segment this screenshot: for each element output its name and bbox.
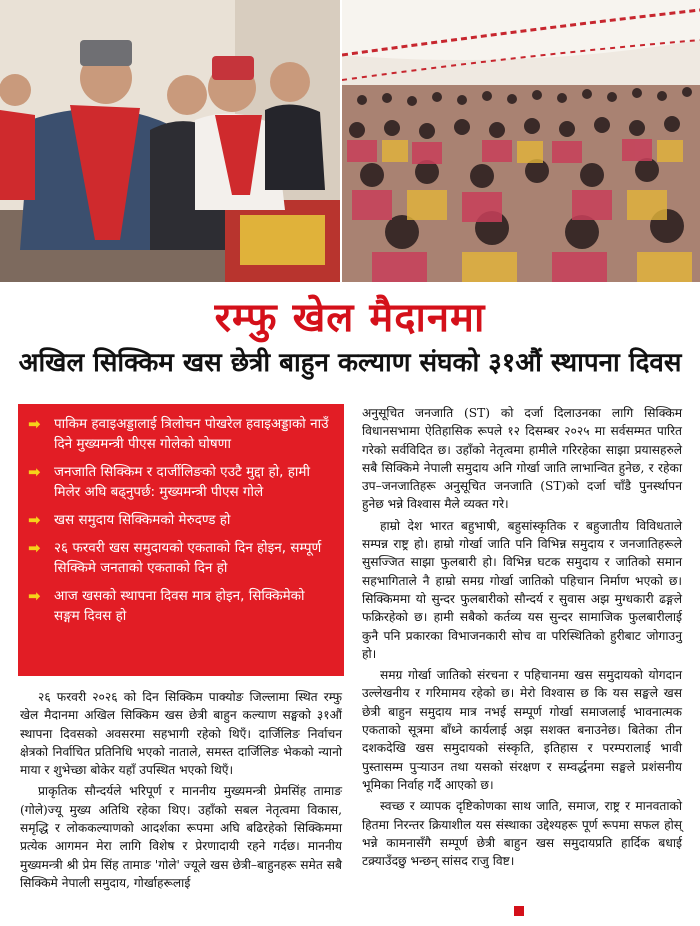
highlight-item: [28, 462, 334, 502]
highlight-item: [28, 586, 334, 626]
article-column-right: [362, 404, 682, 870]
article-paragraph: प्राकृतिक सौन्दर्यले भरिपूर्ण र माननीय मुख्यमन्त्री प्रेमसिंह तामाङ (गोले)ज्यू मुख्य अतिथि रहेका थिए। उहाँको सबल नेतृत्वमा विकास, समृद्धि र लोककल्याणको आदर्शका रूपमा अघि बढिरहेको सिक्किममा प्रत्येक आगमन मेरा लागि विशेष र प्रेरणादायी रहने गर्दछ। माननीय मुख्यमन्त्री श्री प्रेम सिंह तामाङ 'गोले' ज्यूले खस छेत्री–बाहुनहरू समेत सबै सिक्किमे नेपाली समुदाय, गोर्खाहरूलाई: [20, 784, 342, 890]
arrow-right-icon: ➡: [28, 539, 41, 557]
arrow-right-icon: ➡: [28, 587, 41, 605]
dignitaries-photo-illustration: [0, 0, 340, 282]
article-paragraph: समग्र गोर्खा जातिको संरचना र पहिचानमा खस समुदायको योगदान उल्लेखनीय र गरिमामय रहेको छ। मेरो विश्वास छ कि यस सङ्घले खस छेत्री बाहुन समुदाय मात्र नभई सम्पूर्ण गोर्खा समाजलाई भावनात्मक एकताको सूत्रमा बाँध्ने कार्यलाई अझ सशक्त बनाउनेछ। बितेका तीन दशकदेखि खस समुदायको संस्कृति, इतिहास र परम्परालाई भावी पुस्तासम्म पुऱ्याउन तथा यसको संरक्षण र सम्वर्द्धनमा सङ्घले प्रशंसनीय भूमिका निर्वाह गर्दै आएको छ।: [362, 668, 682, 792]
article-paragraph: स्वच्छ र व्यापक दृष्टिकोणका साथ जाति, समाज, राष्ट्र र मानवताको हितमा निरन्तर क्रियाशील यस संस्थाका उद्देश्यहरू पूर्ण रूपमा सफल होस् भन्ने कामनासँगै सम्पूर्ण छेत्री बाहुन खस समुदायप्रति हार्दिक बधाई टक्र्याउँदछु भन्छन् सांसद राजु विष्ट।: [362, 799, 682, 869]
highlight-text: आज खसको स्थापना दिवस मात्र होइन, सिक्किमेको सङ्गम दिवस हो: [54, 588, 305, 624]
arrow-right-icon: ➡: [28, 511, 41, 529]
headline-secondary: अखिल सिक्किम खस छेत्री बाहुन कल्याण संघको ३१औं स्थापना दिवस: [18, 348, 682, 378]
headline-primary: रम्फु खेल मैदानमा: [214, 295, 486, 341]
arrow-right-icon: ➡: [28, 415, 41, 433]
highlight-item: [28, 414, 334, 454]
highlight-item: [28, 510, 334, 530]
article-paragraph: अनुसूचित जनजाति (ST) को दर्जा दिलाउनका लागि सिक्किम विधानसभामा ऐतिहासिक रूपले १२ दिसम्बर २०२५ मा सर्वसम्मत पारित गरेको सर्वविदित छ। उहाँको नेतृत्वमा हामीले गरिरहेका साझा प्रयासहरुले सबै सिक्किमे नेपाली समुदाय अनि गोर्खा जाति लाभान्वित हुनेछ, र रहेका उप–जनजातिहरू अनुसूचित जनजाति (ST)को दर्जा चाँडै पुनर्स्थापन हुनेछ भन्ने विश्वास मैले व्यक्त गरे।: [362, 406, 682, 512]
article-paragraph: २६ फरवरी २०२६ को दिन सिक्किम पाक्योङ जिल्लामा स्थित रम्फु खेल मैदानमा अखिल सिक्किम खस छेत्री बाहुन कल्याण सङ्घको ३१औं स्थापना दिवसको अवसरमा सहभागी रहेको थिएँ। दार्जिलिङ निर्वाचन क्षेत्रको निर्वाचित प्रतिनिधि भएको नाताले, समस्त दार्जिलिङ भेकको न्यानो माया र शुभेच्छा बोकेर यहाँ उपस्थित भएको थिएँ।: [20, 690, 342, 778]
dignitaries-photo: [0, 0, 340, 282]
highlight-text: जनजाति सिक्किम र दार्जीलिङको एउटै मुद्दा हो, हामी मिलेर अघि बढ्नुपर्छ: मुख्यमन्त्री पीएस गोले: [54, 464, 310, 500]
article-column-left: [20, 688, 342, 892]
highlight-text: २६ फरवरी खस समुदायको एकताको दिन होइन, सम्पूर्ण सिक्किमे जनताको एकताको दिन हो: [54, 540, 322, 576]
crowd-photo: [342, 0, 700, 282]
photo-banner: [0, 0, 700, 282]
highlight-item: [28, 538, 334, 578]
article-paragraph: हाम्रो देश भारत बहुभाषी, बहुसांस्कृतिक र बहुजातीय विविधताले सम्पन्न राष्ट्र हो। हाम्रो गोर्खा जाति पनि विभिन्न समुदाय र जनजातिहरूले सुसज्जित साझा फुलबारी हो। विभिन्न घटक समुदाय र जातिको समान सहभागिताले नै हाम्रो समग्र गोर्खा जातिको पहिचान निर्माण भएको छ। सिक्किममा यो सुन्दर फुलबारीको सौन्दर्य र सुवास अझ मुग्धकारी ढङ्गले फक्रिरहेको छ। हामी सबैको कर्तव्य यस सुन्दर सामाजिक फुलबारीलाई कुनै पनि प्रकारका विभाजनकारी सोच वा परिस्थितिको हुरीबाट जोगाउनु हो।: [362, 518, 682, 661]
highlight-text: खस समुदाय सिक्किमको मेरुदण्ड हो: [54, 512, 231, 528]
highlight-text: पाकिम हवाइअड्डालाई त्रिलोचन पोखरेल हवाइअड्डाको नाउँ दिने मुख्यमन्त्री पीएस गोलेको घोषणा: [54, 416, 329, 452]
end-of-article-marker: [514, 906, 524, 916]
arrow-right-icon: ➡: [28, 463, 41, 481]
crowd-photo-illustration: [342, 0, 700, 282]
highlights-box: [18, 404, 344, 676]
